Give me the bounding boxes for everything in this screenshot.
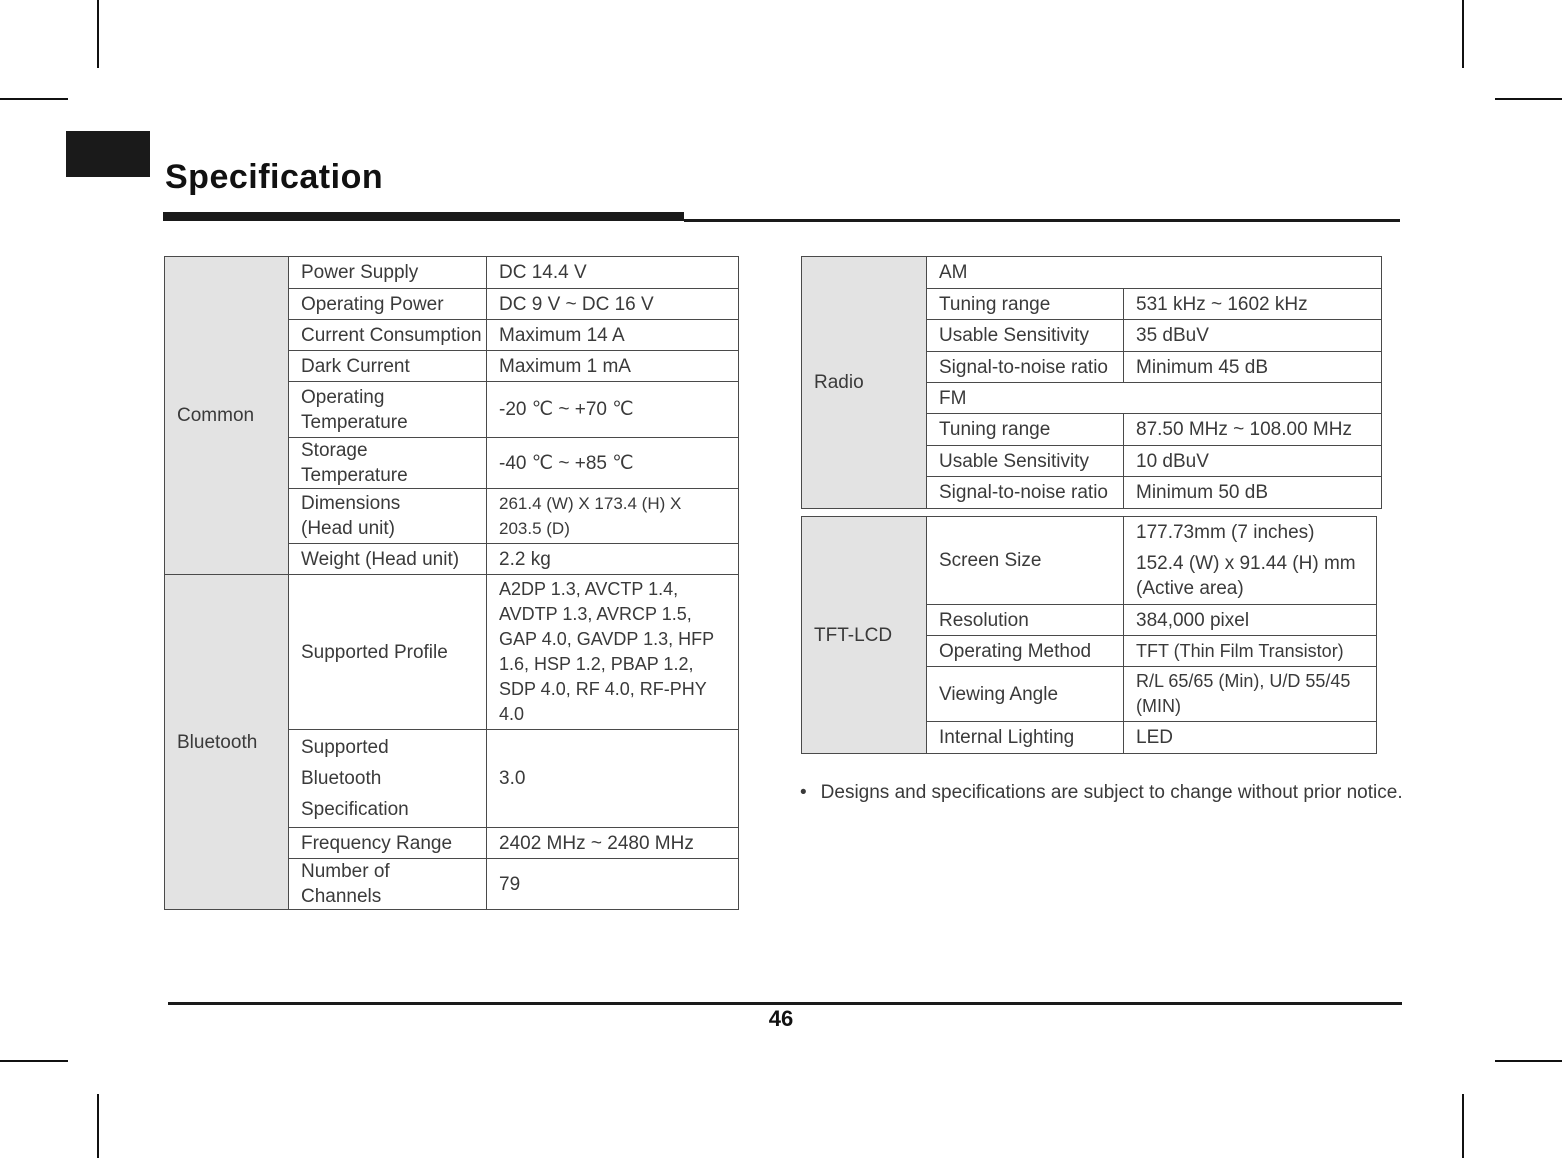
page-title: Specification: [165, 158, 384, 196]
spec-value: 384,000 pixel: [1124, 605, 1377, 636]
spec-value: Maximum 1 mA: [487, 351, 739, 382]
spec-name: Power Supply: [289, 257, 487, 289]
spec-value: 152.4 (W) x 91.44 (H) mm (Active area): [1136, 553, 1356, 599]
spec-value-group: [1124, 517, 1377, 605]
category-common: Common: [165, 257, 289, 575]
spec-name: Operating Method: [927, 636, 1124, 667]
spec-table-general: [164, 256, 739, 910]
spec-name: Operating Power: [289, 289, 487, 320]
spec-value: 531 kHz ~ 1602 kHz: [1124, 289, 1382, 320]
spec-name: Number of Channels: [289, 859, 487, 910]
spec-name: Supported Bluetooth Specification: [289, 730, 487, 828]
spec-name: Usable Sensitivity: [927, 320, 1124, 352]
spec-value: Minimum 50 dB: [1124, 477, 1382, 509]
spec-name: Frequency Range: [289, 828, 487, 859]
spec-value: 87.50 MHz ~ 108.00 MHz: [1124, 414, 1382, 446]
page-number: 46: [768, 1006, 794, 1031]
band-header-fm: FM: [927, 383, 1382, 414]
spec-name: Weight (Head unit): [289, 544, 487, 575]
spec-value: A2DP 1.3, AVCTP 1.4, AVDTP 1.3, AVRCP 1.5, GAP 4.0, GAVDP 1.3, HFP 1.6, HSP 1.2, PBAP 1.2, SDP 4.0, RF 4.0, RF-PHY 4.0: [487, 575, 739, 730]
spec-value: Maximum 14 A: [487, 320, 739, 351]
section-tab-marker: [66, 131, 150, 177]
spec-name: Tuning range: [927, 414, 1124, 446]
spec-table-tft-lcd: [801, 516, 1377, 754]
category-bluetooth: Bluetooth: [165, 575, 289, 910]
disclaimer-text: Designs and specifications are subject to change without prior notice.: [820, 782, 1403, 803]
crop-mark: [1462, 0, 1464, 68]
spec-value: 79: [487, 859, 739, 910]
category-radio: Radio: [802, 257, 927, 509]
spec-name: Usable Sensitivity: [927, 446, 1124, 477]
spec-name: Dark Current: [289, 351, 487, 382]
crop-mark: [97, 0, 99, 68]
spec-name: Signal-to-noise ratio: [927, 477, 1124, 509]
spec-value: LED: [1124, 722, 1377, 754]
spec-value: 261.4 (W) X 173.4 (H) X 203.5 (D): [487, 489, 739, 544]
spec-value: Minimum 45 dB: [1124, 352, 1382, 383]
spec-value: -20 ℃ ~ +70 ℃: [487, 382, 739, 438]
spec-value: 2402 MHz ~ 2480 MHz: [487, 828, 739, 859]
crop-mark: [1495, 98, 1562, 100]
spec-value: 10 dBuV: [1124, 446, 1382, 477]
title-underline-thin: [684, 219, 1400, 222]
table-row: [165, 575, 739, 730]
spec-name: Operating Temperature: [289, 382, 487, 438]
spec-name: Dimensions (Head unit): [289, 489, 487, 544]
disclaimer-note: [800, 782, 1403, 804]
crop-mark: [97, 1094, 99, 1158]
spec-name: Internal Lighting: [927, 722, 1124, 754]
category-tft-lcd: TFT-LCD: [802, 517, 927, 754]
spec-value: 35 dBuV: [1124, 320, 1382, 352]
crop-mark: [0, 1060, 68, 1062]
spec-value: 177.73mm (7 inches): [1136, 522, 1315, 543]
footer-rule: [168, 1002, 1402, 1005]
crop-mark: [1462, 1094, 1464, 1158]
spec-table-radio: [801, 256, 1382, 509]
spec-value: DC 14.4 V: [487, 257, 739, 289]
bullet-icon: •: [800, 782, 807, 803]
spec-value: DC 9 V ~ DC 16 V: [487, 289, 739, 320]
spec-name: Supported Profile: [289, 575, 487, 730]
title-underline-thick: [163, 212, 684, 221]
spec-name: Viewing Angle: [927, 667, 1124, 722]
table-row: [802, 257, 1382, 289]
table-row: [165, 257, 739, 289]
spec-name: Current Consumption: [289, 320, 487, 351]
table-row: [802, 517, 1377, 605]
spec-name: Storage Temperature: [289, 438, 487, 489]
crop-mark: [0, 98, 68, 100]
band-header-am: AM: [927, 257, 1382, 289]
spec-name: Resolution: [927, 605, 1124, 636]
spec-value: 3.0: [487, 730, 739, 828]
spec-name: Signal-to-noise ratio: [927, 352, 1124, 383]
spec-value: 2.2 kg: [487, 544, 739, 575]
spec-value: R/L 65/65 (Min), U/D 55/45 (MIN): [1124, 667, 1377, 722]
spec-name: Screen Size: [927, 517, 1124, 605]
spec-name: Tuning range: [927, 289, 1124, 320]
spec-value: -40 ℃ ~ +85 ℃: [487, 438, 739, 489]
crop-mark: [1495, 1060, 1562, 1062]
spec-value: TFT (Thin Film Transistor): [1124, 636, 1377, 667]
